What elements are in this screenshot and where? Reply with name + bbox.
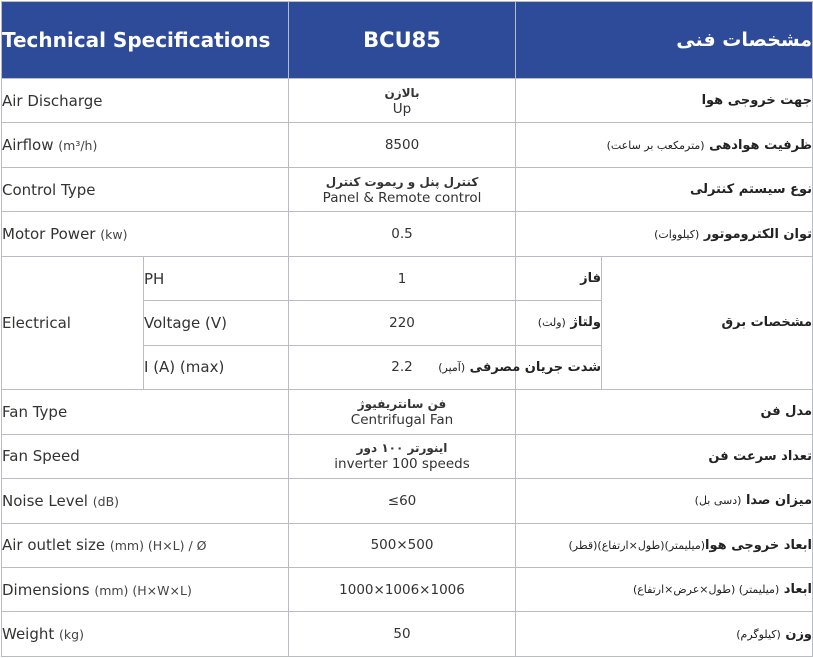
label-motor-power-fa-text: توان الکتروموتور bbox=[703, 226, 813, 242]
label-fan-speed-fa: تعداد سرعت فن bbox=[516, 434, 813, 478]
label-current-fa-text: شدت جریان مصرفی bbox=[469, 359, 602, 375]
value-control-type-en: Panel & Remote control bbox=[322, 189, 482, 206]
label-control-type-fa: نوع سیستم کنترلی bbox=[516, 167, 813, 211]
label-electrical-fa: مشخصات برق bbox=[602, 256, 813, 389]
label-airflow bbox=[2, 123, 289, 167]
label-voltage-fa bbox=[516, 301, 602, 345]
row-electrical-ph bbox=[2, 256, 813, 300]
row-outlet bbox=[2, 523, 813, 567]
label-control-type: Control Type bbox=[2, 167, 289, 211]
label-motor-power-text: Motor Power bbox=[2, 225, 96, 244]
label-noise-text: Noise Level bbox=[2, 491, 88, 510]
value-current: 2.2 bbox=[289, 345, 516, 389]
label-noise-fa-unit: (دسی بل) bbox=[694, 494, 742, 508]
label-weight-fa-text: وزن bbox=[785, 626, 813, 642]
label-noise-fa-text: میزان صدا bbox=[745, 493, 813, 509]
header-model: BCU85 bbox=[289, 2, 516, 79]
value-fan-type-en: Centrifugal Fan bbox=[350, 411, 454, 428]
label-outlet-fa bbox=[516, 523, 813, 567]
value-motor-power: 0.5 bbox=[289, 212, 516, 256]
label-airflow-text: Airflow bbox=[2, 136, 54, 155]
row-fan-speed bbox=[2, 434, 813, 478]
label-current: I (A) (max) bbox=[144, 345, 289, 389]
label-weight-unit: (kg) bbox=[59, 627, 84, 643]
value-weight: 50 bbox=[289, 612, 516, 657]
label-dimensions bbox=[2, 567, 289, 611]
value-fan-speed bbox=[289, 434, 516, 478]
label-motor-power bbox=[2, 212, 289, 256]
label-dimensions-fa-unit: (میلیمتر) (طول×عرض×ارتفاع) bbox=[632, 583, 780, 597]
value-fan-type bbox=[289, 390, 516, 434]
label-current-fa bbox=[438, 345, 602, 389]
label-fan-type-fa: مدل فن bbox=[516, 390, 813, 434]
value-air-discharge-en: Up bbox=[392, 100, 412, 117]
label-dimensions-fa-text: ابعاد bbox=[783, 582, 813, 598]
value-airflow: 8500 bbox=[289, 123, 516, 167]
label-outlet bbox=[2, 523, 289, 567]
label-outlet-fa-unit: (میلیمتر)(طول×ارتفاع)(قطر) bbox=[568, 538, 706, 552]
label-electrical: Electrical bbox=[2, 256, 144, 389]
label-airflow-fa bbox=[516, 123, 813, 167]
value-air-discharge bbox=[289, 79, 516, 123]
value-ph: 1 bbox=[289, 256, 516, 300]
label-weight bbox=[2, 612, 289, 657]
value-voltage: 220 bbox=[289, 301, 516, 345]
value-control-type-fa: کنترل پنل و ریموت کنترل bbox=[325, 174, 479, 189]
value-noise: ≤60 bbox=[289, 479, 516, 523]
label-noise-unit: (dB) bbox=[92, 493, 120, 509]
label-voltage-fa-text: ولتاژ bbox=[570, 315, 602, 331]
row-airflow bbox=[2, 123, 813, 167]
value-outlet: 500×500 bbox=[289, 523, 516, 567]
label-motor-power-fa bbox=[516, 212, 813, 256]
label-dimensions-text: Dimensions bbox=[2, 580, 90, 599]
label-outlet-text: Air outlet size bbox=[2, 536, 106, 555]
label-fan-type: Fan Type bbox=[2, 390, 289, 434]
value-dimensions: 1000×1006×1006 bbox=[289, 567, 516, 611]
label-airflow-unit: (m³/h) bbox=[58, 138, 98, 154]
label-weight-fa bbox=[516, 612, 813, 657]
label-air-discharge: Air Discharge bbox=[2, 79, 289, 123]
label-air-discharge-fa: جهت خروجی هوا bbox=[516, 79, 813, 123]
value-fan-speed-fa: اینورتر ۱۰۰ دور bbox=[356, 441, 448, 456]
label-motor-power-fa-unit: (کیلووات) bbox=[654, 227, 700, 241]
label-weight-text: Weight bbox=[2, 625, 55, 644]
row-control-type bbox=[2, 167, 813, 211]
label-noise bbox=[2, 479, 289, 523]
label-voltage: Voltage (V) bbox=[144, 301, 289, 345]
spec-table bbox=[1, 1, 813, 657]
header-title-fa: مشخصات فنی bbox=[516, 2, 813, 79]
label-airflow-fa-unit: (مترمکعب بر ساعت) bbox=[606, 138, 705, 152]
row-weight bbox=[2, 612, 813, 657]
value-fan-speed-en: inverter 100 speeds bbox=[334, 456, 470, 473]
label-dimensions-unit: (mm) (H×W×L) bbox=[94, 582, 192, 598]
label-airflow-fa-text: ظرفیت هوادهی bbox=[709, 137, 813, 153]
label-dimensions-fa bbox=[516, 567, 813, 611]
row-fan-type bbox=[2, 390, 813, 434]
row-air-discharge bbox=[2, 79, 813, 123]
label-outlet-unit: (mm) (H×L) / Ø bbox=[109, 538, 207, 554]
label-motor-power-unit: (kw) bbox=[100, 227, 128, 243]
value-control-type bbox=[289, 167, 516, 211]
row-noise bbox=[2, 479, 813, 523]
label-noise-fa bbox=[516, 479, 813, 523]
label-ph: PH bbox=[144, 256, 289, 300]
row-dimensions bbox=[2, 567, 813, 611]
value-air-discharge-fa: بالازن bbox=[384, 85, 420, 100]
label-current-fa-unit: (آمپر) bbox=[438, 360, 466, 374]
row-motor-power bbox=[2, 212, 813, 256]
label-weight-fa-unit: (کیلوگرم) bbox=[736, 627, 781, 641]
label-ph-fa: فاز bbox=[516, 256, 602, 300]
label-voltage-fa-unit: (ولت) bbox=[537, 316, 566, 330]
label-fan-speed: Fan Speed bbox=[2, 434, 289, 478]
header-row bbox=[2, 2, 813, 79]
value-fan-type-fa: فن سانتریفیوژ bbox=[357, 396, 447, 411]
label-outlet-fa-text: ابعاد خروجی هوا bbox=[705, 537, 813, 553]
header-title-en: Technical Specifications bbox=[2, 2, 289, 79]
